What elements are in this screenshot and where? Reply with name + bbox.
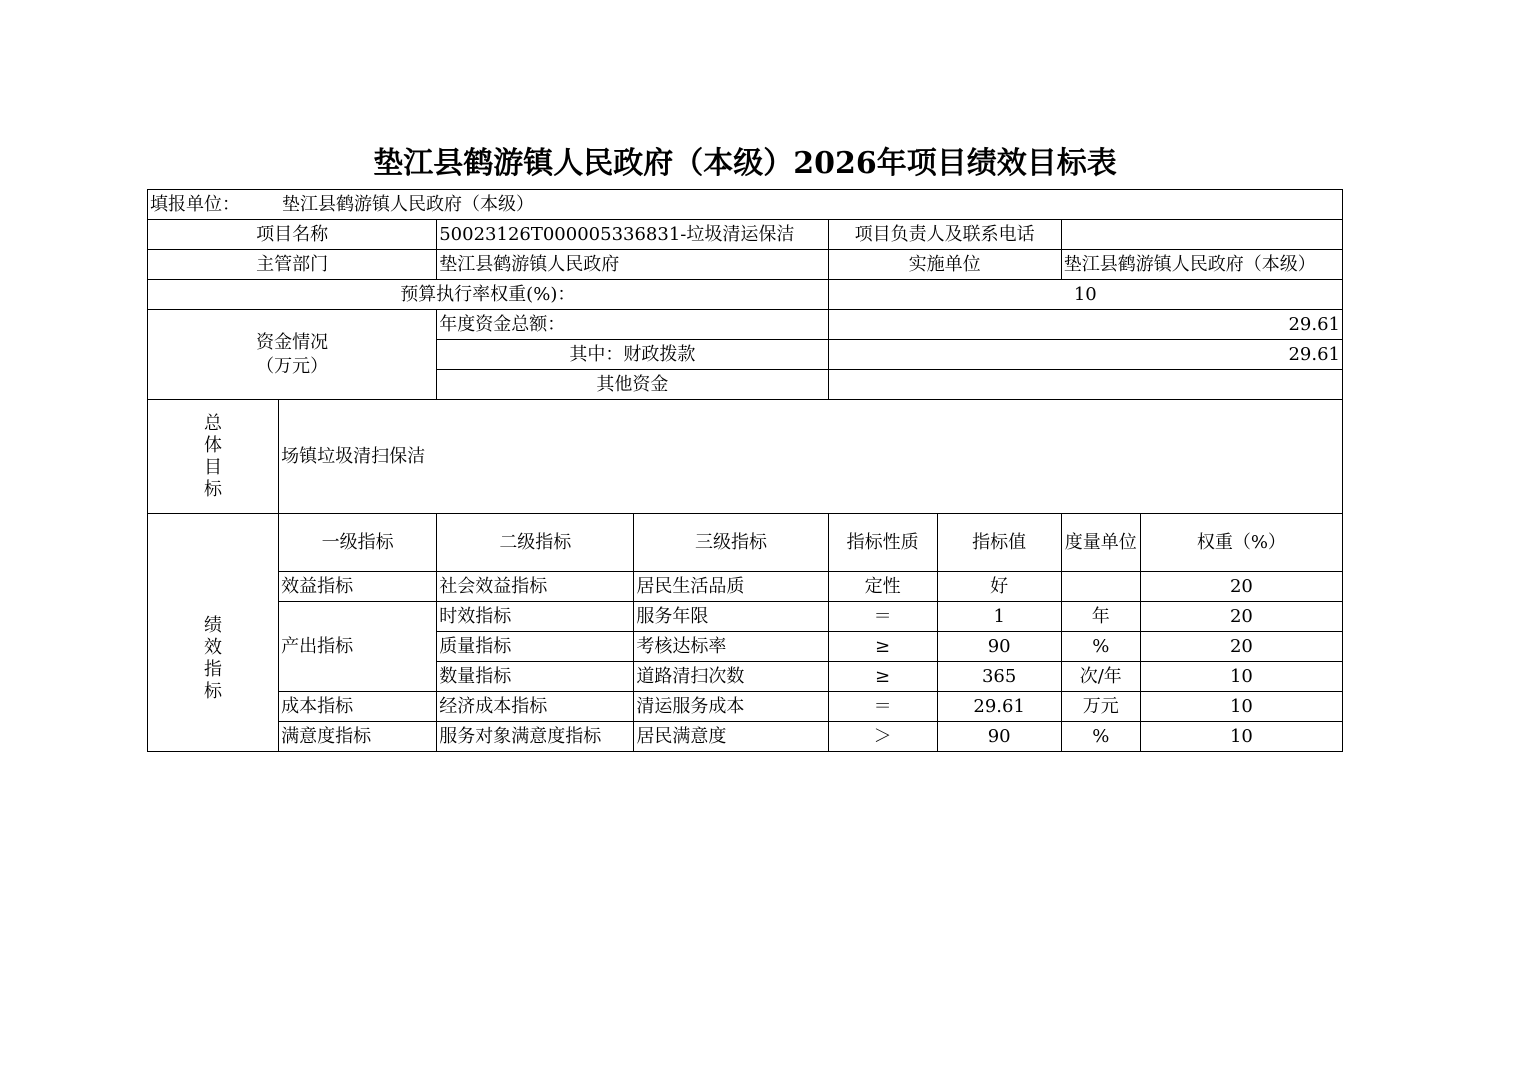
funds-label (148, 310, 437, 400)
funds-total-value: 29.61 (828, 310, 1342, 340)
row-weight: 20 (1140, 632, 1342, 662)
row-level3: 居民生活品质 (634, 572, 828, 602)
row-level2: 经济成本指标 (437, 692, 634, 722)
funds-label-line2: （万元） (256, 355, 329, 377)
overall-goal-value: 场镇垃圾清扫保洁 (279, 400, 1343, 514)
indicators-char: 绩 (204, 614, 223, 636)
row-nature: ＞ (828, 722, 937, 752)
row-value: 365 (937, 662, 1061, 692)
row-level3: 道路清扫次数 (634, 662, 828, 692)
row-level2: 数量指标 (437, 662, 634, 692)
row-value: 90 (937, 722, 1061, 752)
budget-weight-label: 预算执行率权重(%)： (148, 280, 829, 310)
row-unit: 年 (1061, 602, 1140, 632)
project-name-value: 50023126T000005336831-垃圾清运保洁 (437, 220, 828, 250)
overall-goal-char: 体 (204, 434, 223, 456)
table-row (148, 602, 1343, 632)
row-weight: 20 (1140, 572, 1342, 602)
funds-label-line1: 资金情况 (256, 331, 329, 353)
indicator-header-row (148, 514, 1343, 572)
header-value: 指标值 (937, 514, 1061, 572)
funds-other-value (828, 370, 1342, 400)
row-level3: 居民满意度 (634, 722, 828, 752)
row-nature: 定性 (828, 572, 937, 602)
row-nature: ≥ (828, 632, 937, 662)
row-value: 好 (937, 572, 1061, 602)
dept-row (148, 250, 1343, 280)
row-weight: 10 (1140, 662, 1342, 692)
header-level3: 三级指标 (634, 514, 828, 572)
row-level3: 清运服务成本 (634, 692, 828, 722)
overall-goal-label (148, 400, 279, 514)
header-nature: 指标性质 (828, 514, 937, 572)
indicators-char: 效 (204, 636, 223, 658)
budget-weight-row (148, 280, 1343, 310)
row-nature: ＝ (828, 692, 937, 722)
table-row (148, 692, 1343, 722)
row-level1: 成本指标 (279, 692, 437, 722)
row-unit: 次/年 (1061, 662, 1140, 692)
project-leader-label: 项目负责人及联系电话 (828, 220, 1061, 250)
row-value: 1 (937, 602, 1061, 632)
funds-total-row (148, 310, 1343, 340)
overall-goal-char: 总 (204, 412, 223, 434)
page-title: 垫江县鹤游镇人民政府（本级）2026年项目绩效目标表 (373, 146, 1117, 181)
row-level3: 服务年限 (634, 602, 828, 632)
performance-target-table (147, 189, 1343, 752)
budget-weight-value: 10 (828, 280, 1342, 310)
impl-unit-label: 实施单位 (828, 250, 1061, 280)
indicators-char: 标 (204, 680, 223, 702)
funds-total-label: 年度资金总额： (437, 310, 828, 340)
row-unit (1061, 572, 1140, 602)
overall-goal-row (148, 400, 1343, 514)
header-weight: 权重（%） (1140, 514, 1342, 572)
row-nature: ＝ (828, 602, 937, 632)
row-value: 29.61 (937, 692, 1061, 722)
funds-fiscal-value: 29.61 (828, 340, 1342, 370)
dept-label: 主管部门 (148, 250, 437, 280)
project-name-row (148, 220, 1343, 250)
table-row (148, 722, 1343, 752)
funds-other-label: 其他资金 (437, 370, 828, 400)
table-row (148, 572, 1343, 602)
row-unit: 万元 (1061, 692, 1140, 722)
project-leader-value (1061, 220, 1342, 250)
impl-unit-value: 垫江县鹤游镇人民政府（本级） (1061, 250, 1342, 280)
overall-goal-char: 标 (204, 478, 223, 500)
row-weight: 10 (1140, 692, 1342, 722)
row-unit: % (1061, 722, 1140, 752)
row-nature: ≥ (828, 662, 937, 692)
indicators-char: 指 (204, 658, 223, 680)
funds-fiscal-label: 其中：财政拨款 (437, 340, 828, 370)
row-unit: % (1061, 632, 1140, 662)
overall-goal-char: 目 (204, 456, 223, 478)
row-weight: 10 (1140, 722, 1342, 752)
fill-unit-row (148, 190, 1343, 220)
row-level2: 质量指标 (437, 632, 634, 662)
row-level2: 时效指标 (437, 602, 634, 632)
row-level1: 满意度指标 (279, 722, 437, 752)
row-level2: 社会效益指标 (437, 572, 634, 602)
fill-unit-cell (148, 190, 1343, 220)
header-level2: 二级指标 (437, 514, 634, 572)
header-level1: 一级指标 (279, 514, 437, 572)
row-level1: 产出指标 (279, 602, 437, 692)
header-unit: 度量单位 (1061, 514, 1140, 572)
fill-unit-label: 填报单位： (150, 193, 240, 215)
row-weight: 20 (1140, 602, 1342, 632)
row-level1: 效益指标 (279, 572, 437, 602)
indicators-label (148, 514, 279, 752)
row-level2: 服务对象满意度指标 (437, 722, 634, 752)
fill-unit-value: 垫江县鹤游镇人民政府（本级） (282, 193, 534, 215)
dept-value: 垫江县鹤游镇人民政府 (437, 250, 828, 280)
row-value: 90 (937, 632, 1061, 662)
project-name-label: 项目名称 (148, 220, 437, 250)
row-level3: 考核达标率 (634, 632, 828, 662)
